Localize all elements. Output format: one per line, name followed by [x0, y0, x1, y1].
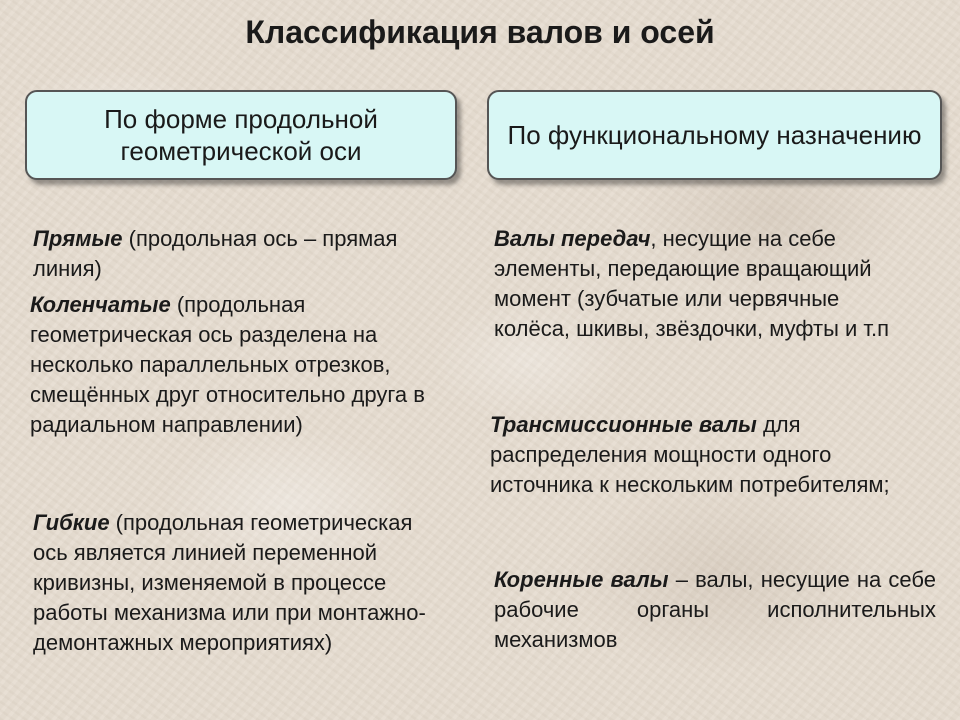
header-function — [487, 90, 942, 180]
header-shape-form-label: По форме продольной геометрической оси — [104, 104, 378, 166]
item-straight-text: (продольная ось – прямая линия) — [33, 226, 398, 281]
item-flexible — [33, 508, 433, 658]
item-main-shafts-text: – валы, несущие на себе рабочие органы исполнительных механизмов — [494, 567, 936, 652]
item-flexible-term: Гибкие — [33, 510, 110, 535]
item-flexible-text: (продольная геометрическая ось является линией переменной кривизны, изменяемой в процессе работы механизма или при монтажно-демонтажных мероприятиях) — [33, 510, 426, 655]
item-crankshaft — [30, 290, 425, 440]
item-crankshaft-text: (продольная геометрическая ось разделена на несколько параллельных отрезков, смещённых друг относительно друга в радиальном направлении) — [30, 292, 425, 437]
item-main-shafts — [494, 565, 936, 655]
item-transmission-shafts-text: , несущие на себе элементы, передающие вращающий момент (зубчатые или червячные колёса, шкивы, звёздочки, муфты и т.п — [494, 226, 890, 341]
header-shape-form — [25, 90, 457, 180]
item-crankshaft-term: Коленчатые — [30, 292, 171, 317]
item-straight-term: Прямые — [33, 226, 123, 251]
item-line-shafts-text: для распределения мощности одного источника к нескольким потребителям; — [490, 412, 890, 497]
item-main-shafts-term: Коренные валы — [494, 567, 669, 592]
item-line-shafts — [490, 410, 920, 500]
item-straight — [33, 224, 408, 284]
item-transmission-shafts-term: Валы передач — [494, 226, 651, 251]
item-line-shafts-term: Трансмиссионные валы — [490, 412, 757, 437]
item-transmission-shafts — [494, 224, 899, 344]
page-title: Классификация валов и осей — [245, 14, 715, 50]
header-function-label: По функциональному назначению — [507, 120, 922, 150]
